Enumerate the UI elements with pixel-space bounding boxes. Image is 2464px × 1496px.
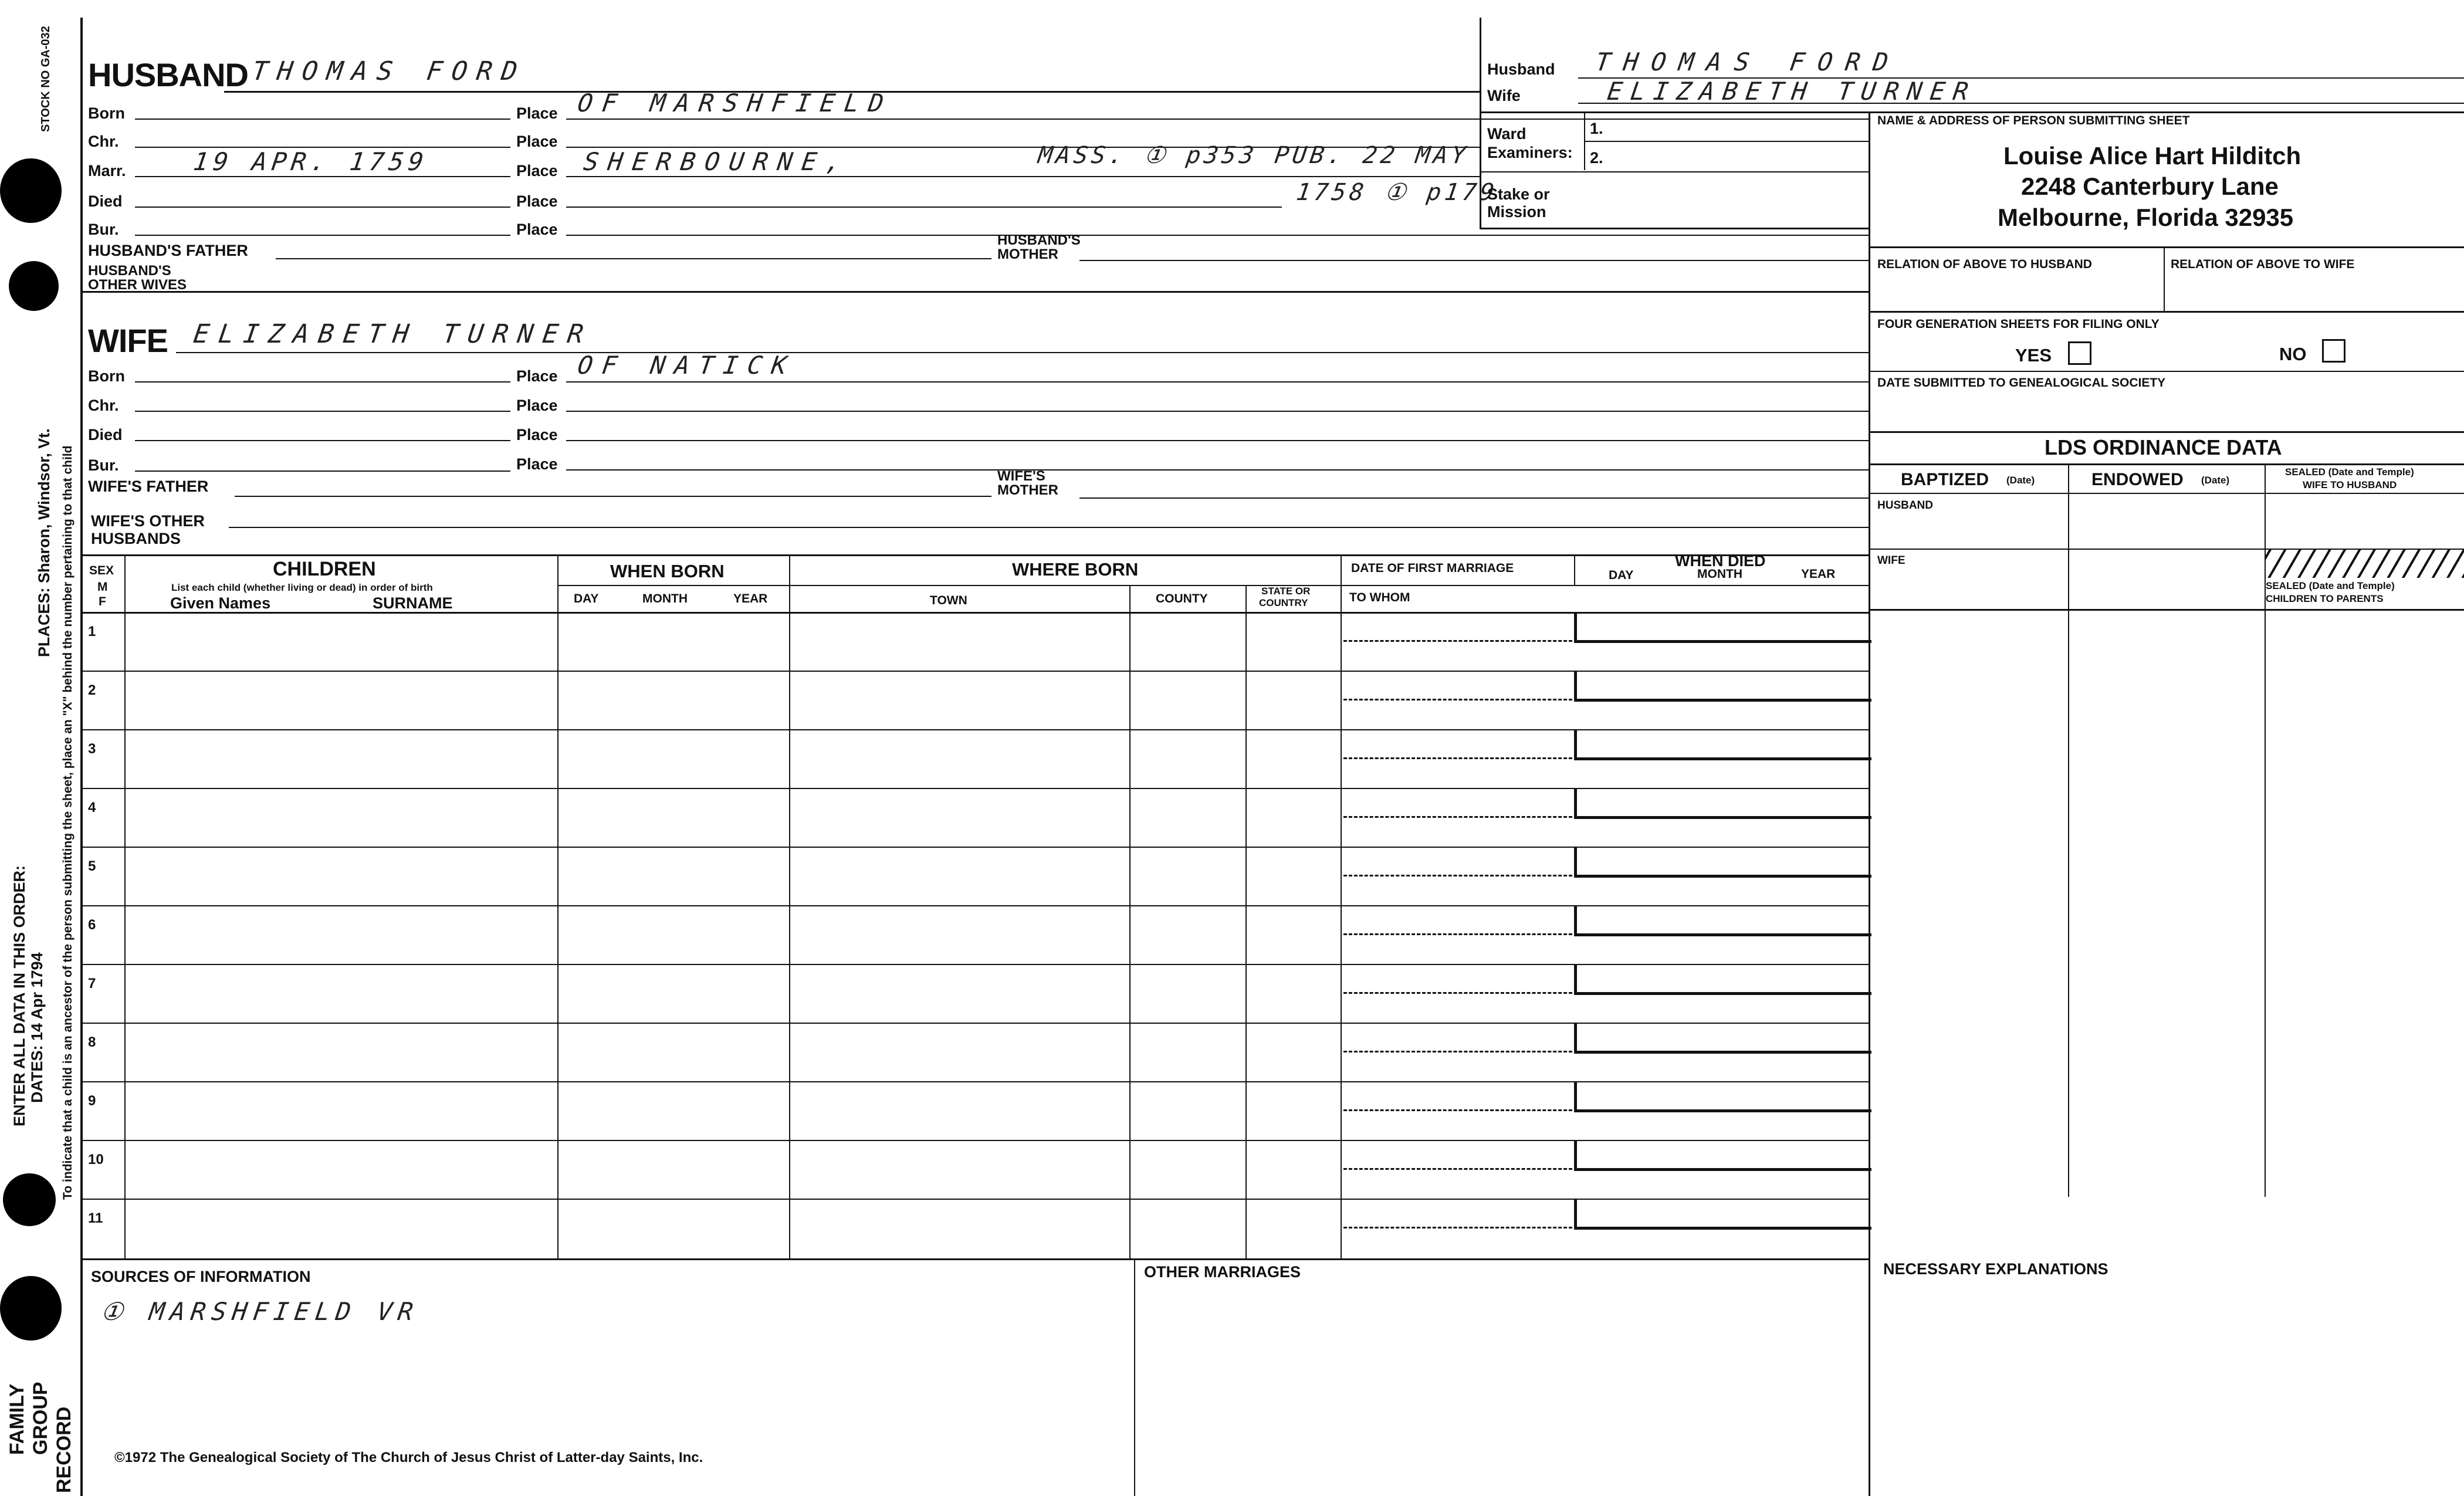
col-sex-divider [124,554,126,1258]
wife-bur-place-line [566,469,1869,471]
husband-marr-place-label: Place [516,162,558,180]
top-husband-value: THOMAS FORD [1593,48,1903,76]
punch-hole [0,158,62,223]
born-day-header: DAY [574,592,599,605]
child-marriage-date-line[interactable] [1343,1168,1572,1170]
husband-marr-note-1: MASS. ① p353 PUB. 22 MAY [1036,142,1471,169]
ancestor-instruction: To indicate that a child is an ancestor of the person submitting the sheet, place an "X" behind the number pertaining to that child [61,445,75,1200]
husband-died-line [135,207,510,208]
child-marriage-date-line[interactable] [1343,699,1572,700]
child-death-date-box[interactable] [1574,1141,1871,1171]
lds-header-bottom-line [1869,609,2464,611]
relation-wife-label: RELATION OF ABOVE TO WIFE [2171,258,2355,271]
husband-born-line [135,119,510,120]
col-county-divider [1245,585,1247,1258]
child-row-number: 3 [88,741,96,757]
husband-other-wives-label-1: HUSBAND'S [88,263,171,279]
lds-title: LDS ORDINANCE DATA [2045,435,2282,459]
husband-marr-label: Marr. [88,162,126,180]
wife-other-husbands-2: HUSBANDS [91,530,181,547]
dates-note: DATES: 14 Apr 1794 [28,952,46,1103]
wife-born-line [135,381,510,383]
punch-hole [9,261,59,311]
child-marriage-date-line[interactable] [1343,875,1572,876]
submitter-street: 2248 Canterbury Lane [2021,172,2279,200]
where-born-header: WHERE BORN [1012,559,1139,580]
wife-other-husbands-line [229,527,1869,528]
husband-bur-line [135,235,510,236]
first-marriage-header: DATE OF FIRST MARRIAGE [1351,561,1514,575]
sex-m: M [97,580,108,594]
children-instruction: List each child (whether living or dead) in order of birth [171,582,433,593]
examiner-bottom-line [1480,171,1869,172]
state-header-2: COUNTRY [1259,597,1308,608]
top-wife-label: Wife [1487,87,1521,104]
lds-col-divider-1 [2068,463,2069,1197]
lds-title-line [1869,463,2464,465]
lds-sealed-wife-1: SEALED (Date and Temple) [2285,466,2414,478]
record-title-record: RECORD [53,1406,75,1493]
stake-bottom-line [1480,228,1869,229]
child-death-date-box[interactable] [1574,906,1871,936]
child-row-number: 10 [88,1152,104,1167]
child-marriage-date-line[interactable] [1343,816,1572,818]
husband-mother-line [1079,260,1869,261]
lds-husband-label: HUSBAND [1877,499,1933,512]
submitter-bottom-line [1869,246,2464,248]
examiner-1: 1. [1590,120,1603,137]
col-marriage-divider [1574,554,1575,585]
child-marriage-date-line[interactable] [1343,1109,1572,1111]
husband-father-label: HUSBAND'S FATHER [88,242,248,259]
wife-bur-line [135,471,510,472]
wife-bur-place-label: Place [516,455,558,473]
record-title-family: FAMILY [6,1383,28,1455]
wife-chr-place-line [566,411,1869,412]
wife-died-line [135,440,510,441]
stake-label-2: Mission [1487,203,1546,221]
explanations-label: NECESSARY EXPLANATIONS [1883,1260,2108,1278]
record-title-group: GROUP [29,1382,52,1455]
bottom-divider [1134,1258,1135,1496]
lds-baptized-date: (Date) [2006,475,2035,486]
sex-f: F [99,595,106,608]
sources-value: ① MARSHFIELD VR [99,1297,421,1326]
child-marriage-date-line[interactable] [1343,992,1572,994]
other-marriages-label: OTHER MARRIAGES [1144,1263,1301,1281]
to-whom-header: TO WHOM [1349,591,1410,604]
lds-hatched-cell [2266,550,2464,578]
given-names-header: Given Names [170,594,271,612]
husband-chr-place-label: Place [516,133,558,150]
sex-header: SEX [89,564,114,577]
wife-mother-label-2: MOTHER [997,482,1058,498]
husband-mother-label-2: MOTHER [997,246,1058,262]
child-row-number: 2 [88,682,96,698]
husband-born-place-line [566,119,1869,120]
when-born-header: WHEN BORN [610,561,725,581]
child-row-number: 4 [88,800,96,815]
wife-bur-label: Bur. [88,456,119,474]
husband-marr-place: SHERBOURNE, [581,147,852,176]
copyright: ©1972 The Genealogical Society of The Church of Jesus Christ of Latter-day Saints, Inc. [114,1450,703,1465]
wife-name-line [176,352,1869,353]
husband-name: THOMAS FORD [250,56,529,86]
wife-born-place: OF NATICK [576,351,798,380]
ward-label: Ward [1487,125,1527,143]
wife-chr-place-label: Place [516,397,558,414]
child-marriage-date-line[interactable] [1343,1227,1572,1228]
child-row-number: 11 [88,1210,103,1226]
child-marriage-date-line[interactable] [1343,640,1572,642]
child-row-number: 5 [88,858,96,874]
col-born-divider [789,554,790,1258]
submitter-name: Louise Alice Hart Hilditch [2003,142,2301,170]
child-death-date-box[interactable] [1574,672,1871,702]
wife-born-label: Born [88,367,125,385]
lds-sealed-child-1: SEALED (Date and Temple) [2266,580,2395,591]
wife-chr-label: Chr. [88,397,119,414]
died-year-header: YEAR [1801,567,1836,581]
county-header: COUNTY [1156,592,1208,605]
child-death-date-box[interactable] [1574,848,1871,878]
no-label: NO [2279,344,2307,364]
stake-label-1: Stake or [1487,185,1550,203]
husband-born-place: OF MARSHFIELD [576,89,895,117]
lds-endowed-label: ENDOWED [2091,470,2184,489]
husband-mother-label-1: HUSBAND'S [997,232,1081,248]
lds-baptized-label: BAPTIZED [1901,470,1989,489]
husband-chr-label: Chr. [88,133,119,150]
child-row-number: 6 [88,917,96,933]
form-left-border [80,18,83,1496]
husband-heading: HUSBAND [88,56,248,93]
child-death-date-box[interactable] [1574,965,1871,995]
lds-sealed-child-2: CHILDREN TO PARENTS [2266,593,2384,604]
relation-divider [2164,246,2165,311]
yes-checkbox[interactable] [2068,341,2091,365]
husband-marr-place-line [566,176,1480,177]
wife-father-line [235,496,991,497]
born-month-header: MONTH [642,592,688,605]
yes-label: YES [2015,345,2052,365]
husband-died-place-line [566,207,1282,208]
wife-died-place-label: Place [516,426,558,444]
husband-born-label: Born [88,104,125,122]
child-death-date-box[interactable] [1574,730,1871,760]
no-checkbox[interactable] [2322,339,2345,363]
child-row-number: 1 [88,624,96,639]
wife-died-place-line [566,440,1869,441]
town-header: TOWN [930,594,967,607]
child-row-number: 9 [88,1093,96,1109]
wife-mother-line [1079,497,1869,499]
husband-marr-date: 19 APR. 1759 [191,147,430,176]
relation-husband-label: RELATION OF ABOVE TO HUSBAND [1877,258,2092,271]
child-row-number: 7 [88,976,96,991]
child-marriage-date-line[interactable] [1343,1051,1572,1052]
husband-died-place-label: Place [516,192,558,210]
lds-sealed-wife-2: WIFE TO HUSBAND [2303,479,2397,490]
husband-bur-label: Bur. [88,221,119,238]
born-year-header: YEAR [733,592,768,605]
child-marriage-date-line[interactable] [1343,933,1572,935]
top-wife-value: ELIZABETH TURNER [1605,77,1979,106]
date-submitted-label: DATE SUBMITTED TO GENEALOGICAL SOCIETY [1877,376,2166,390]
top-husband-label: Husband [1487,60,1555,78]
child-death-date-box[interactable] [1574,613,1871,643]
when-born-sub-line [557,585,1869,586]
state-header-1: STATE OR [1261,585,1311,597]
wife-chr-line [135,411,510,412]
husband-marr-note-2: 1758 ① p179 [1294,179,1500,206]
top-right-box-line [1480,111,2464,113]
husband-other-wives-line [80,291,1869,293]
wife-died-label: Died [88,426,123,444]
col-town-divider [1129,585,1131,1258]
when-died-header: WHEN DIED [1675,552,1766,570]
lds-header-line [1869,493,2464,494]
punch-hole [0,1276,62,1341]
child-death-date-box[interactable] [1574,789,1871,819]
four-gen-bottom-line [1869,371,2464,372]
died-day-header: DAY [1609,568,1634,582]
husband-marr-line [135,176,510,177]
wife-other-husbands-1: WIFE'S OTHER [91,512,205,530]
examiner-2: 2. [1590,149,1603,167]
submitter-label: NAME & ADDRESS OF PERSON SUBMITTING SHEET [1877,114,2190,127]
surname-header: SURNAME [373,594,453,612]
four-gen-label: FOUR GENERATION SHEETS FOR FILING ONLY [1877,317,2160,331]
wife-heading: WIFE [88,322,168,359]
col-name-divider [557,554,559,1258]
child-row-number: 8 [88,1034,96,1050]
wife-name: ELIZABETH TURNER [191,319,595,349]
husband-bur-place-line [566,235,1869,236]
places-note: PLACES: Sharon, Windsor, Vt. [35,428,53,657]
wife-born-place-label: Place [516,367,558,385]
date-submitted-bottom-line [1869,431,2464,433]
wife-father-label: WIFE'S FATHER [88,478,209,495]
children-top-line [80,554,1869,556]
lds-wife-label: WIFE [1877,554,1905,567]
child-marriage-date-line[interactable] [1343,757,1572,759]
child-death-date-box[interactable] [1574,1024,1871,1054]
enter-order-note: ENTER ALL DATA IN THIS ORDER: [11,865,28,1126]
husband-bur-place-label: Place [516,221,558,238]
punch-hole [3,1173,56,1226]
child-death-date-box[interactable] [1574,1200,1871,1230]
lds-endowed-date: (Date) [2201,475,2230,486]
submitter-city: Melbourne, Florida 32935 [1998,204,2294,231]
wife-born-place-line [566,381,1869,383]
child-death-date-box[interactable] [1574,1082,1871,1112]
children-title: CHILDREN [273,558,376,580]
husband-died-label: Died [88,192,123,210]
bottom-section-line [80,1258,1869,1260]
examiners-label: Examiners: [1487,144,1573,161]
col-state-divider [1341,554,1342,1258]
died-month-header: MONTH [1697,567,1742,581]
husband-born-place-label: Place [516,104,558,122]
wife-mother-label-1: WIFE'S [997,468,1045,484]
husband-father-line [276,258,991,259]
stock-number: STOCK NO GA-032 [39,26,52,132]
relation-bottom-line [1869,311,2464,313]
husband-other-wives-label-2: OTHER WIVES [88,277,187,293]
sources-label: SOURCES OF INFORMATION [91,1268,311,1285]
examiner-split-line [1584,141,1869,142]
